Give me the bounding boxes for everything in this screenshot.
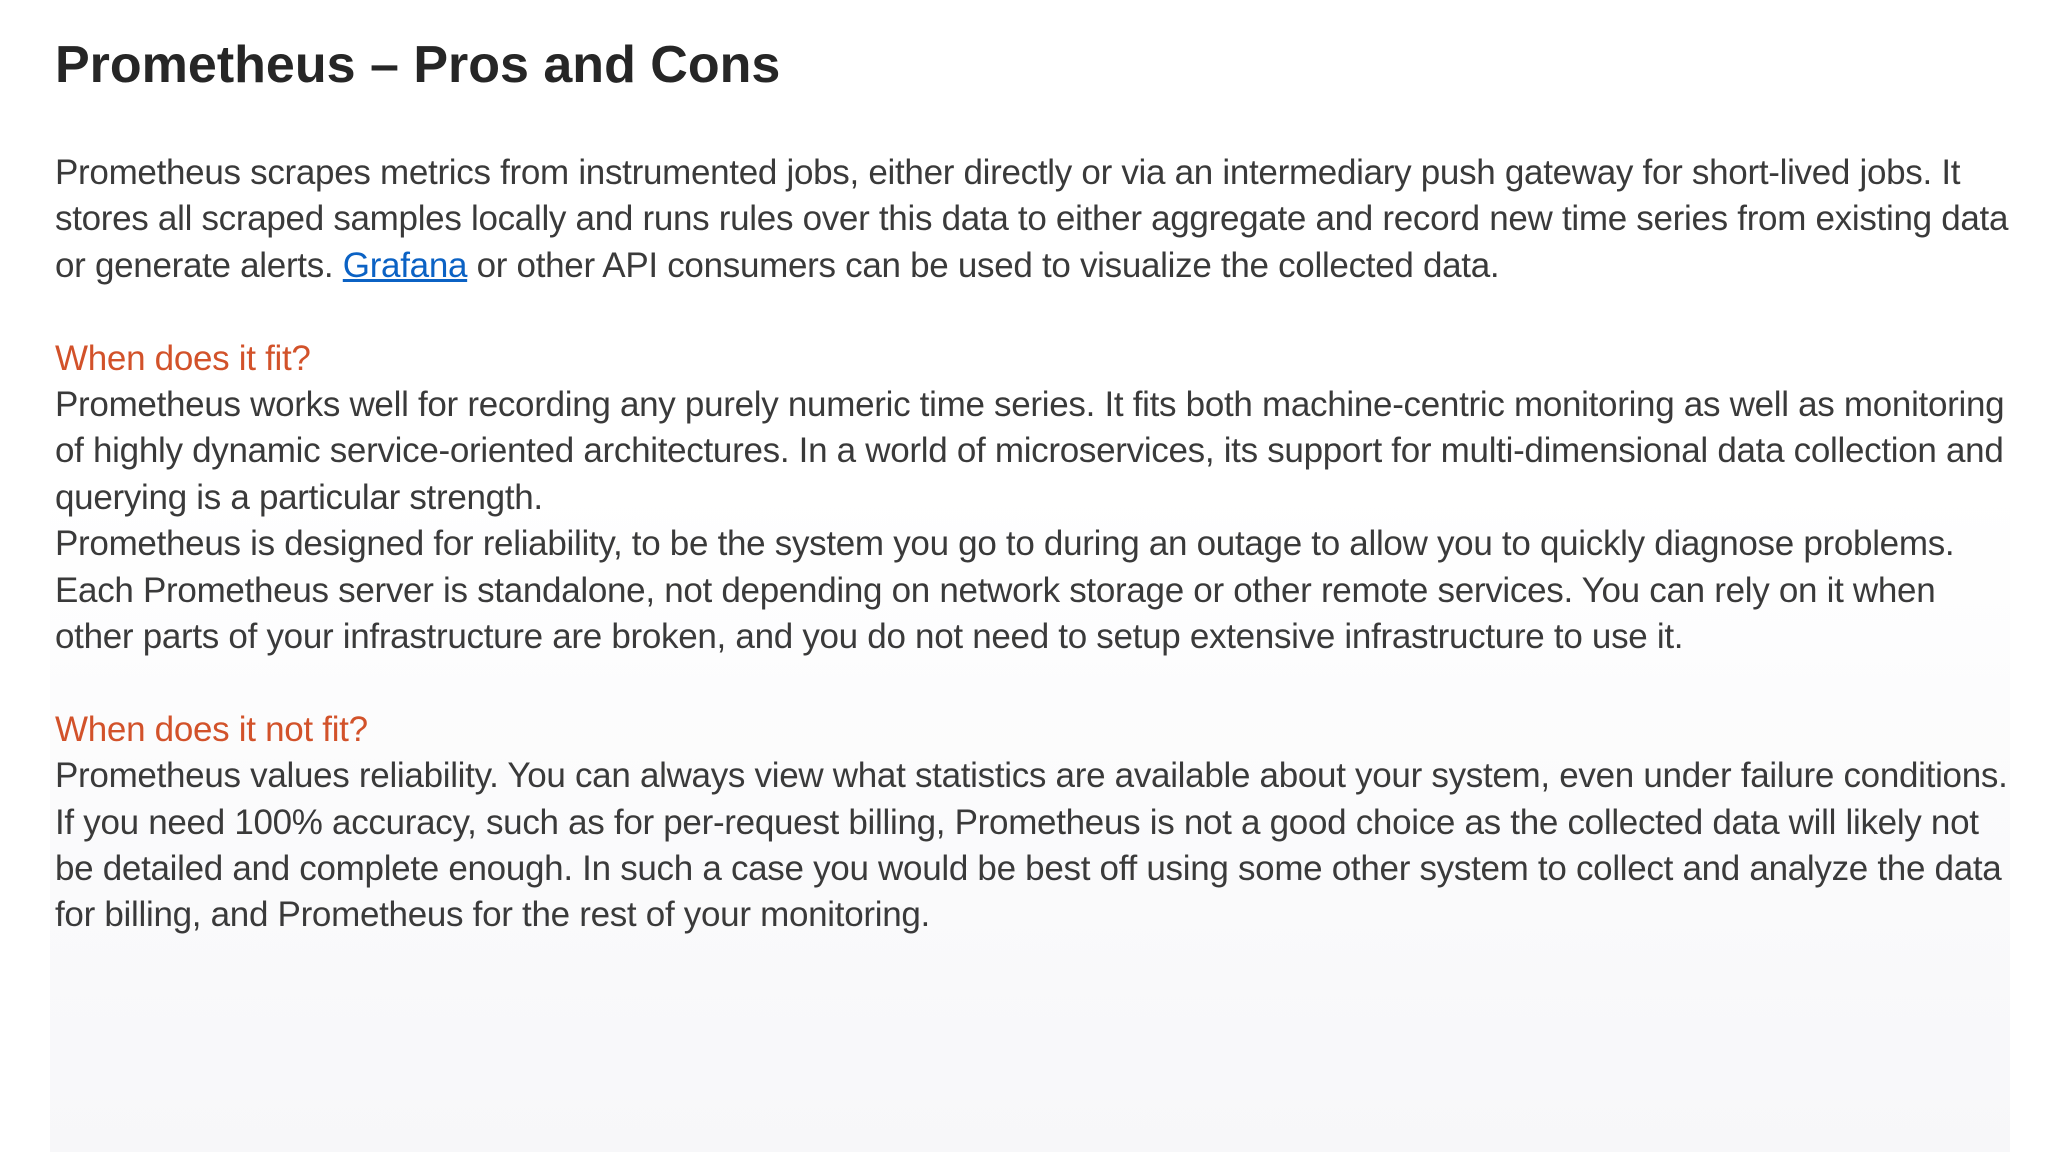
slide-body <box>55 150 2015 939</box>
fit-heading: When does it fit? <box>55 338 311 378</box>
grafana-link[interactable]: Grafana <box>342 245 468 285</box>
not-fit-heading: When does it not fit? <box>55 709 368 749</box>
paragraph-spacer <box>55 660 2015 706</box>
paragraph-spacer <box>55 289 2015 335</box>
intro-text-after-link: or other API consumers can be used to visualize the collected data. <box>467 245 1500 285</box>
intro-paragraph <box>55 150 2015 289</box>
not-fit-paragraph: Prometheus values reliability. You can always view what statistics are available about your system, even under failure conditions. If you need 100% accuracy, such as for per-request billing, Prometheus is not a good choice as the collected data will likely not be detailed and complete enough. In such a case you would be best off using some other system to collect and analyze the data for billing, and Prometheus for the rest of your monitoring. <box>55 756 2008 935</box>
intro-text-before-link: Prometheus scrapes metrics from instrumented jobs, either directly or via an intermediary push gateway for short-lived jobs. It stores all scraped samples locally and runs rules over this data to either aggregate and record new time series from existing data or generate alerts. <box>55 153 2009 285</box>
fit-paragraph-2: Prometheus is designed for reliability, to be the system you go to during an outage to allow you to quickly diagnose problems. Each Prometheus server is standalone, not depending on network storage or other remote services. You can rely on it when other parts of your infrastructure are broken, and you do not need to setup extensive infrastructure to use it. <box>55 524 1955 657</box>
fit-paragraph-1: Prometheus works well for recording any purely numeric time series. It fits both machine-centric monitoring as well as monitoring of highly dynamic service-oriented architectures. In a world of microservices, its support for multi-dimensional data collection and querying is a particular strength. <box>55 385 2005 517</box>
slide-title: Prometheus – Pros and Cons <box>55 36 781 94</box>
